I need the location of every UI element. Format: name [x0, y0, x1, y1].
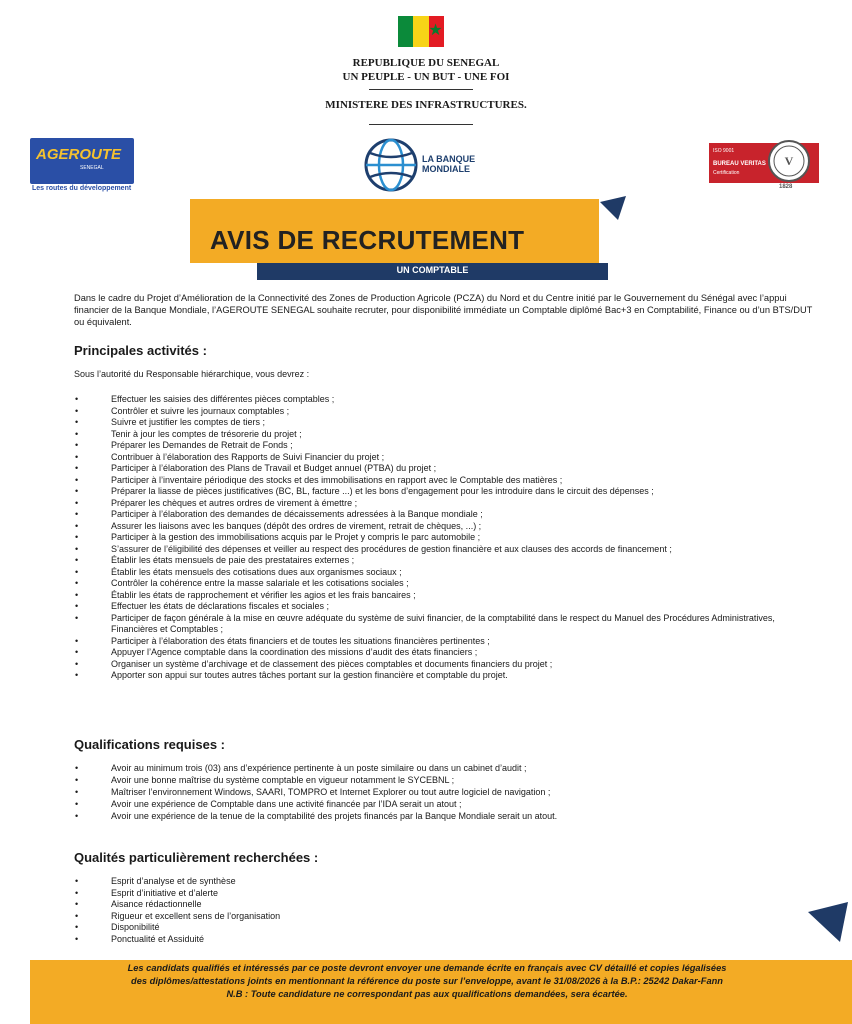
- banner-corner-flag-icon: [596, 196, 630, 226]
- divider: [369, 124, 473, 125]
- footer-corner-flag-icon: [800, 902, 852, 946]
- activity-item: • Participer à l’élaboration des Plans de Travail et Budget annuel (PTBA) du projet ;: [74, 463, 819, 475]
- activities-lead: Sous l’autorité du Responsable hiérarchique, vous devrez :: [74, 369, 310, 379]
- world-bank-line2: MONDIALE: [422, 164, 470, 174]
- instructions-line2: des diplômes/attestations joints en mentionnant la référence du poste sur l’enveloppe, avant le 31/08/2026 à la B.P.: 25242 Dakar-Fann: [131, 976, 723, 986]
- bv-iso: ISO 9001: [713, 148, 735, 154]
- bv-name: BUREAU VERITAS: [713, 161, 766, 167]
- qualifications-title: Qualifications requises :: [74, 737, 225, 752]
- intro-paragraph: Dans le cadre du Projet d’Amélioration de la Connectivité des Zones de Production Agricole (PCZA) du Nord et du Centre initié par le Gouvernement du Sénégal avec l’appui financier de la Banque Mondiale, l’AGEROUTE SENEGAL souhaite recruter, pour disponibilité immédiate un Comptable diplômé Bac+3 en Comptabilité, Finance ou d’un BTS/DUT ou équivalent.: [74, 293, 813, 327]
- qualifications-list: [74, 762, 819, 822]
- page-title: AVIS DE RECRUTEMENT: [210, 225, 525, 255]
- activity-item: • Préparer la liasse de pièces justificatives (BC, BL, facture ...) et les bons d’engagement pour les introduire dans le circuit des dépenses ;: [74, 486, 819, 498]
- ministry-heading: MINISTERE DES INFRASTRUCTURES.: [325, 99, 527, 111]
- star-icon: ★: [428, 22, 443, 39]
- bv-cert: Certification: [713, 170, 740, 176]
- activity-item: • Établir les états mensuels des cotisations dues aux organismes sociaux ;: [74, 567, 819, 579]
- activity-item: • Établir les états mensuels de paie des prestataires externes ;: [74, 555, 819, 567]
- instructions-line1: Les candidats qualifiés et intéressés par ce poste devront envoyer une demande écrite en français avec CV détaillé et copies légalisées: [127, 963, 727, 973]
- quality-item: • Disponibilité: [74, 922, 674, 934]
- activity-item: • Contrôler et suivre les journaux comptables ;: [74, 406, 819, 418]
- divider: [369, 89, 473, 90]
- activity-item: • Participer à la gestion des immobilisations acquis par le Projet y compris le parc automobile ;: [74, 532, 819, 544]
- qualification-item: • Maîtriser l’environnement Windows, SAARI, TOMPRO et Internet Explorer ou tout autre logiciel de navigation ;: [74, 786, 819, 798]
- quality-item: • Aisance rédactionnelle: [74, 899, 674, 911]
- senegal-flag: [398, 16, 444, 47]
- qualities-title: Qualités particulièrement recherchées :: [74, 850, 319, 865]
- activity-item: • Assurer les liaisons avec les banques (dépôt des ordres de virement, retrait de chèques, ...) ;: [74, 521, 819, 533]
- instructions-note: N.B : Toute candidature ne correspondant pas aux qualifications demandées, sera écartée.: [226, 989, 628, 999]
- activity-item: • Effectuer les états de déclarations fiscales et sociales ;: [74, 601, 819, 613]
- republic-heading: REPUBLIQUE DU SENEGAL: [352, 57, 500, 69]
- national-motto: UN PEUPLE - UN BUT - UNE FOI: [342, 71, 510, 83]
- bv-year: 1828: [779, 184, 793, 190]
- activity-item: • Participer de façon générale à la mise en œuvre adéquate du système de suivi financier, de la comptabilité dans le respect du Manuel des Procédures Administratives, Financières et Comptables ;: [74, 613, 819, 636]
- world-bank-name: [422, 154, 475, 174]
- activity-item: • Contrôler la cohérence entre la masse salariale et les cotisations sociales ;: [74, 578, 819, 590]
- bv-seal-icon: [767, 137, 811, 189]
- activities-list: [74, 394, 819, 682]
- application-instructions: [40, 962, 814, 1001]
- activity-item: • Suivre et justifier les comptes de tiers ;: [74, 417, 819, 429]
- activity-item: • Participer à l’inventaire périodique des stocks et des immobilisations en rapport avec le Comptable des matières ;: [74, 475, 819, 487]
- world-bank-line1: LA BANQUE: [422, 154, 476, 164]
- quality-item: • Rigueur et excellent sens de l’organisation: [74, 911, 674, 923]
- quality-item: • Esprit d’initiative et d’alerte: [74, 888, 674, 900]
- qualification-item: • Avoir au minimum trois (03) ans d’expérience pertinente à un poste similaire ou dans un cabinet d’audit ;: [74, 762, 819, 774]
- activity-item: • Appuyer l’Agence comptable dans la coordination des missions d’audit des états financiers ;: [74, 647, 819, 659]
- svg-text:V: V: [784, 154, 794, 168]
- ageroute-name: AGEROUTE: [36, 146, 122, 163]
- quality-item: • Esprit d’analyse et de synthèse: [74, 876, 674, 888]
- qualification-item: • Avoir une bonne maîtrise du système comptable en vigueur notamment le SYCEBNL ;: [74, 774, 819, 786]
- activity-item: • Tenir à jour les comptes de trésorerie du projet ;: [74, 429, 819, 441]
- activity-item: • Effectuer les saisies des différentes pièces comptables ;: [74, 394, 819, 406]
- activity-item: • Apporter son appui sur toutes autres tâches portant sur la gestion financière et comptable du projet.: [74, 670, 819, 682]
- qualification-item: • Avoir une expérience de Comptable dans une activité financée par l’IDA serait un atout ;: [74, 798, 819, 810]
- activity-item: • Préparer les chèques et autres ordres de virement à émettre ;: [74, 498, 819, 510]
- world-bank-globe-icon: [362, 137, 420, 193]
- qualities-list: [74, 876, 674, 945]
- ageroute-tagline: Les routes du développement: [32, 185, 132, 192]
- activities-title: Principales activités :: [74, 343, 207, 358]
- activity-item: • Participer à l’élaboration des demandes de décaissements adressées à la Banque mondiale ;: [74, 509, 819, 521]
- activity-item: • Organiser un système d’archivage et de classement des pièces comptables et documents financiers du projet ;: [74, 659, 819, 671]
- activity-item: • Préparer les Demandes de Retrait de Fonds ;: [74, 440, 819, 452]
- activity-item: • Établir les états de rapprochement et vérifier les agios et les frais bancaires ;: [74, 590, 819, 602]
- ageroute-logo: [30, 138, 134, 184]
- quality-item: • Ponctualité et Assiduité: [74, 934, 674, 946]
- activity-item: • S’assurer de l’éligibilité des dépenses et veiller au respect des procédures de gestion financière et aux clauses des accords de financement ;: [74, 544, 819, 556]
- activity-item: • Contribuer à l’élaboration des Rapports de Suivi Financier du projet ;: [74, 452, 819, 464]
- job-title: UN COMPTABLE: [396, 265, 469, 275]
- activity-item: • Participer à l’élaboration des états financiers et de toutes les situations financières pertinentes ;: [74, 636, 819, 648]
- qualification-item: • Avoir une expérience de la tenue de la comptabilité des projets financés par la Banque Mondiale serait un atout.: [74, 810, 819, 822]
- ageroute-sub: SENEGAL: [80, 165, 104, 171]
